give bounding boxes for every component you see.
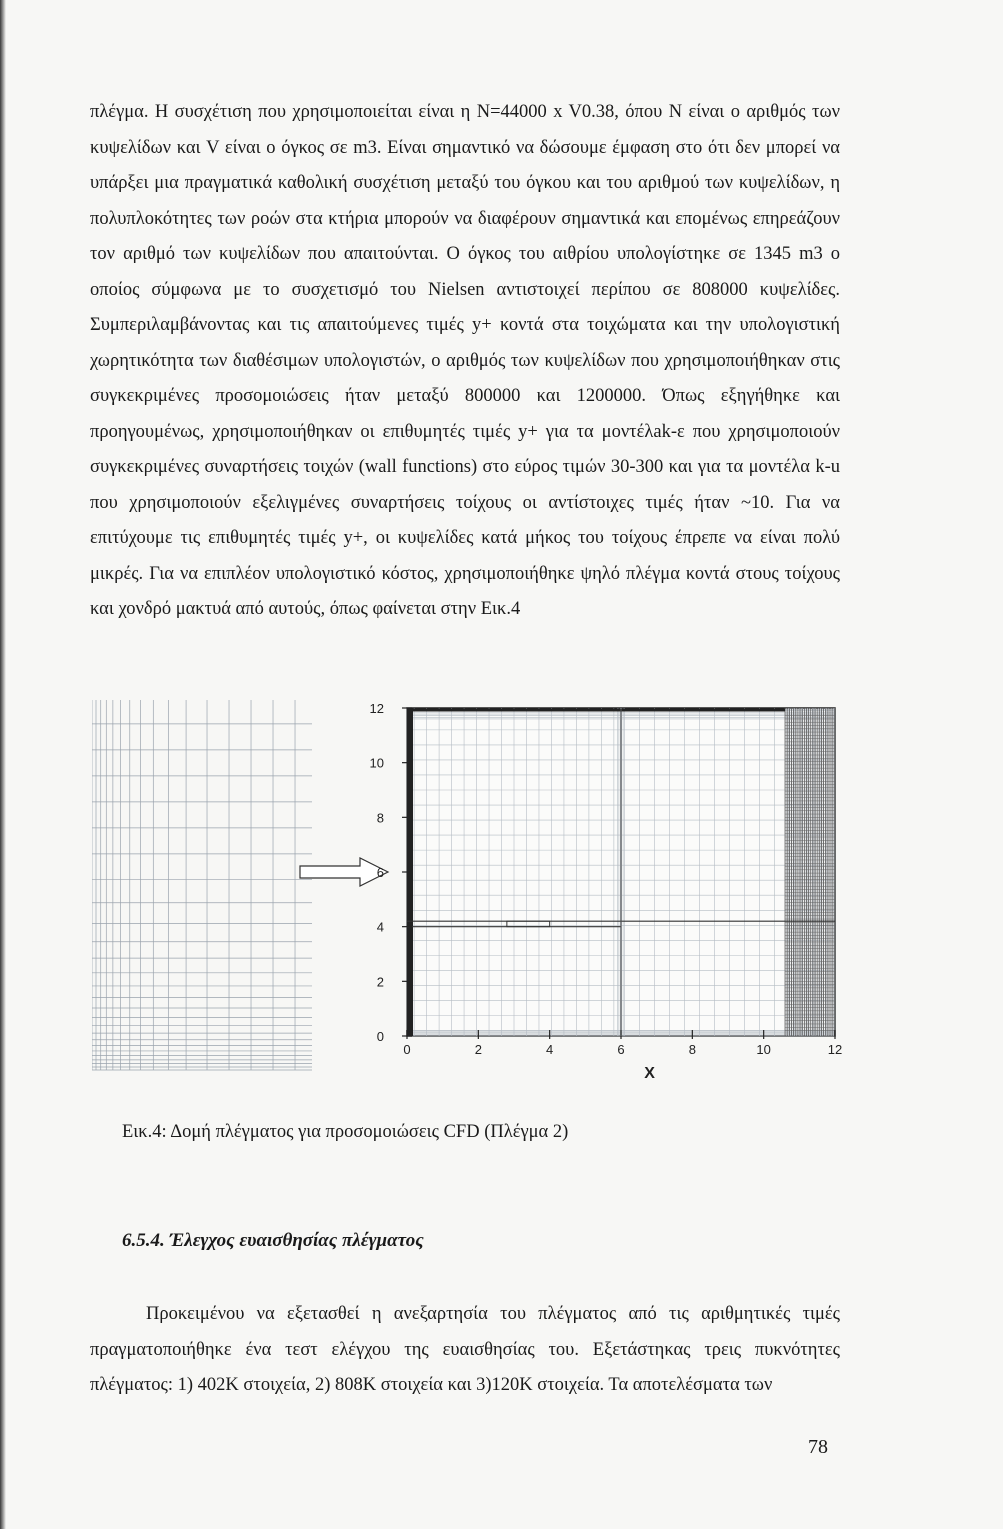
arrow-icon <box>300 858 388 886</box>
x-tick-label: 10 <box>756 1042 771 1057</box>
y-tick-label: 6 <box>376 865 384 880</box>
x-tick-label: 4 <box>546 1042 554 1057</box>
page-binding-shadow <box>0 0 6 1529</box>
x-tick-label: 8 <box>688 1042 696 1057</box>
section-heading: 6.5.4. Έλεγχος ευαισθησίας πλέγματος <box>122 1230 424 1251</box>
x-axis-label: X <box>644 1065 655 1082</box>
y-tick-label: 10 <box>369 755 384 771</box>
x-tick-label: 0 <box>403 1042 411 1057</box>
figure-caption: Εικ.4: Δομή πλέγματος για προσομοιώσεις CFD (Πλέγμα 2) <box>122 1122 569 1142</box>
mesh-figure-svg <box>92 700 852 1085</box>
y-tick-label: 0 <box>376 1029 384 1044</box>
mesh-grid-plot <box>407 708 835 1036</box>
x-tick-label: 12 <box>827 1042 843 1057</box>
page-number: 78 <box>808 1436 828 1458</box>
mesh-zoom-detail <box>92 700 312 1070</box>
y-tick-label: 8 <box>376 810 384 826</box>
x-tick-label: 2 <box>474 1042 482 1057</box>
x-tick-label: 6 <box>617 1042 625 1057</box>
y-tick-label: 4 <box>376 919 384 935</box>
body-paragraph: Προκειμένου να εξετασθεί η ανεξαρτησία του πλέγματος από τις αριθμητικές τιμές πραγματοποιήθηκε ένα τεστ ελέγχου της ευαισθησίας του. Εξετάστηκας τρεις πυκνότητες πλέγματος: 1) 402K στοιχεία, 2) 808K στοιχεία και 3)120K στοιχεία. Τα αποτελέσματα των <box>90 1304 840 1395</box>
pointer-arrow <box>300 858 388 886</box>
y-tick-label: 2 <box>376 974 384 990</box>
mesh-figure <box>92 700 852 1085</box>
body-paragraph: πλέγμα. Η συσχέτιση που χρησιμοποιείται είναι η N=44000 x V0.38, όπου N είναι ο αριθμός των κυψελίδων και V είναι ο όγκος σε m3. Είναι σημαντικό να δώσουμε έμφαση στο ότι δεν μπορεί να υπάρξει μια πραγματικά καθολική συσχέτιση μεταξύ του όγκου και του αριθμού των κυψελίδων, η πολυπλοκότητες των ροών στα κτήρια μπορούν να διαφέρουν σημαντικά και επομένως επηρεάζουν τον αριθμό των κυψελίδων που απαιτούνται. Ο όγκος του αιθρίου υπολογίστηκε σε 1345 m3 ο οποίος σύμφωνα με το συσχετισμό του Nielsen αντιστοιχεί περίπου σε 808000 κυψελίδες. Συμπεριλαμβάνοντας και τις απαιτούμενες τιμές y+ κοντά στα τοιχώματα και την υπολογιστική χωρητικότητα των διαθέσιμων υπολογιστών, ο αριθμός των κυψελίδων που χρησιμοποιήθηκαν στις συγκεκριμένες προσομοιώσεις ήταν μεταξύ 800000 και 1200000. Όπως εξηγήθηκε και προηγουμένως, χρησιμοποιήθηκαν οι επιθυμητές τιμές y+ για τα μοντέλak-ε που χρησιμοποιούν συγκεκριμένες συναρτήσεις τοιχών (wall functions) στο εύρος τιμών 30-300 και για τα μοντέλα k-u που χρησιμοποιούν εξελιγμένες συναρτήσεις τοίχους οι αντίστοιχες τιμές ήταν ~10. Για να επιτύχουμε τις επιθυμητές τιμές y+, οι κυψελίδες κατά μήκος του τοίχους έπρεπε να είναι πολύ μικρές. Για να επιπλέον υπολογιστικό κόστος, χρησιμοποιήθηκε ψηλό πλέγμα κοντά στους τοίχους και χονδρό μακτυά από αυτούς, όπως φαίνεται στην Εικ.4 <box>90 102 840 619</box>
y-tick-label: 12 <box>369 701 384 716</box>
